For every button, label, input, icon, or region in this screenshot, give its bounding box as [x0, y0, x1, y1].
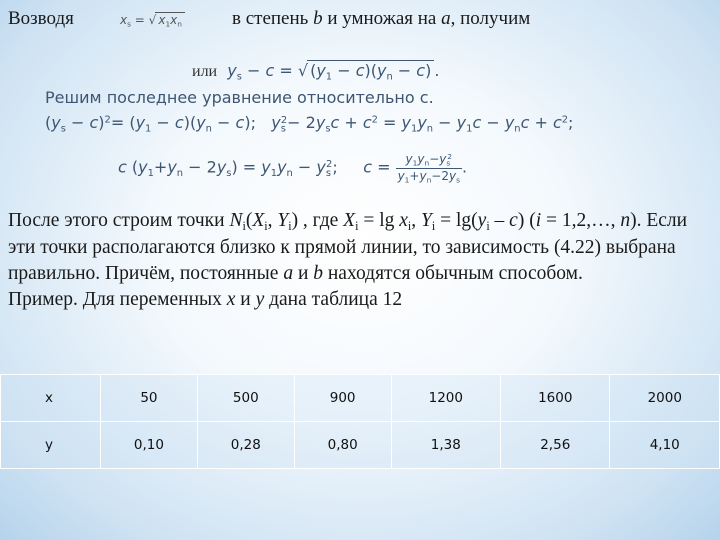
table-cell: 900: [294, 375, 391, 422]
intro-suffix: в степень b и умножая на a, получим: [232, 8, 531, 29]
table-cell: 500: [197, 375, 294, 422]
equation-line-2: c $(y_1+y_n - 2y_s) = y_1y_n - y_s^2$; c = $\frac{y_1y_n-y_s^2}{y_1+y_n-2y_s}$ .: [118, 152, 468, 185]
table-cell: 4,10: [610, 422, 720, 469]
solve-instruction: Решим последнее уравнение относительно c.: [45, 88, 434, 107]
row-label: x: [1, 375, 101, 422]
table-cell: 50: [101, 375, 198, 422]
table-cell: 1600: [501, 375, 610, 422]
formula-ys-minus-c: или $y_s - c$ = √ $(y_1 - c)(y_n - c)$ .: [192, 61, 440, 83]
table-cell: 0,80: [294, 422, 391, 469]
c-fraction: $\frac{y_1y_n-y_s^2}{y_1+y_n-2y_s}$: [397, 152, 460, 185]
body-paragraph: [8, 208, 714, 313]
table-cell: 0,10: [101, 422, 198, 469]
table-cell: 2000: [610, 375, 720, 422]
table-row-x: [1, 375, 720, 422]
table-row-y: [1, 422, 720, 469]
table-cell: 1,38: [391, 422, 500, 469]
row-label: y: [1, 422, 101, 469]
paragraph-sentence: После этого строим точки $N_i(X_i$, $Y_i$) , где $X_i = \lg x_i$, $Y_i = \lg(y_i - c) (i$ = 1,2,…, n). Если эти точки располагаются близко к прямой линии, то зависимость (4.22) выбрана правильно. Причём, постоянные a и b находятся обычным способом.: [8, 210, 688, 284]
equation-line-1: $(y_s - c)^2= (y_1 - c)(y_n - c)$; $y_s^2- 2y_sc + c^2 = y_1y_n - y_1c - y_nc + c^2$;: [45, 113, 574, 135]
data-table: [0, 374, 720, 469]
table-cell: 2,56: [501, 422, 610, 469]
intro-prefix: Возводя: [8, 8, 74, 29]
table-cell: 1200: [391, 375, 500, 422]
formula-xs: $x_s$ = √ $x_1x_n$: [120, 12, 185, 29]
table-cell: 0,28: [197, 422, 294, 469]
or-label: или: [192, 63, 218, 80]
example-sentence: Пример. Для переменных x и y дана таблица 12: [8, 289, 403, 311]
